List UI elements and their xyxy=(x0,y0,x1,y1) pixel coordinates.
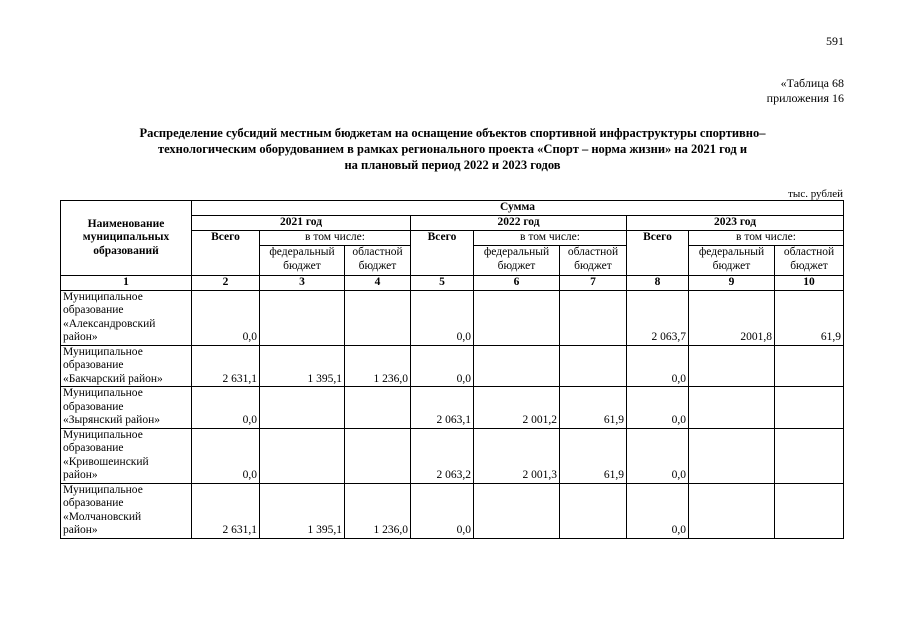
cell-2022-federal: 2 001,2 xyxy=(474,387,560,429)
table-reference-line: приложения 16 xyxy=(766,91,844,105)
header-line: Наименование xyxy=(87,217,165,230)
column-number: 4 xyxy=(345,276,411,291)
cell-2023-total: 0,0 xyxy=(627,483,689,538)
name-line: Муниципальное xyxy=(63,483,143,496)
name-line: «Александровский xyxy=(63,317,156,330)
table-row xyxy=(61,428,844,483)
year-header: 2022 год xyxy=(411,216,627,231)
column-number: 1 xyxy=(61,276,192,291)
cell-2022-regional: 61,9 xyxy=(560,428,627,483)
cell-2022-regional xyxy=(560,290,627,345)
page-number: 591 xyxy=(826,34,844,48)
name-line: Муниципальное xyxy=(63,428,143,441)
name-line: Муниципальное xyxy=(63,290,143,303)
cell-2021-federal: 1 395,1 xyxy=(260,483,345,538)
municipality-name xyxy=(61,290,192,345)
header-line: областной xyxy=(567,246,619,258)
cell-2021-federal xyxy=(260,428,345,483)
cell-2022-total: 0,0 xyxy=(411,345,474,387)
title-line: технологическим оборудованием в рамках регионального проекта «Спорт – норма жизни» на 2021 год и xyxy=(157,142,748,156)
federal-budget-header xyxy=(474,246,560,276)
name-line: образование xyxy=(63,442,124,454)
cell-2021-total: 0,0 xyxy=(192,387,260,429)
column-number: 7 xyxy=(560,276,627,291)
name-line: «Бакчарский район» xyxy=(63,372,163,385)
name-line: образование xyxy=(63,400,124,413)
name-line: Муниципальное xyxy=(63,345,143,358)
name-line: район» xyxy=(63,331,98,343)
cell-2023-regional: 61,9 xyxy=(775,290,844,345)
title-line: Распределение субсидий местным бюджетам на оснащение объектов спортивной инфраструктуры спортивно– xyxy=(139,126,766,140)
header-line: федеральный xyxy=(698,246,765,258)
cell-2023-total: 2 063,7 xyxy=(627,290,689,345)
including-header: в том числе: xyxy=(260,231,411,246)
cell-2023-regional xyxy=(775,387,844,429)
units-label: тыс. рублей xyxy=(788,188,843,200)
municipality-name xyxy=(61,428,192,483)
header-line: бюджет xyxy=(497,259,536,272)
column-number-row xyxy=(61,276,844,291)
name-column-header xyxy=(61,201,192,276)
cell-2021-federal: 1 395,1 xyxy=(260,345,345,387)
cell-2023-regional xyxy=(775,483,844,538)
cell-2023-federal xyxy=(689,345,775,387)
table-reference-line: «Таблица 68 xyxy=(780,76,844,90)
column-number: 6 xyxy=(474,276,560,291)
table-row xyxy=(61,387,844,429)
cell-2021-regional xyxy=(345,428,411,483)
total-header: Всего xyxy=(411,231,474,276)
subsidy-table xyxy=(60,200,844,539)
cell-2022-federal xyxy=(474,345,560,387)
cell-2021-total: 2 631,1 xyxy=(192,345,260,387)
cell-2021-regional xyxy=(345,387,411,429)
name-line: образование xyxy=(63,304,124,316)
header-line: федеральный xyxy=(269,246,335,258)
name-line: «Молчановский xyxy=(63,510,142,523)
regional-budget-header xyxy=(560,246,627,276)
header-line: бюджет xyxy=(790,259,828,272)
table-row xyxy=(61,345,844,387)
header-line: бюджет xyxy=(358,259,397,272)
column-number: 9 xyxy=(689,276,775,291)
regional-budget-header xyxy=(345,246,411,276)
cell-2022-regional: 61,9 xyxy=(560,387,627,429)
cell-2021-regional: 1 236,0 xyxy=(345,483,411,538)
column-number: 10 xyxy=(775,276,844,291)
cell-2022-federal: 2 001,3 xyxy=(474,428,560,483)
cell-2022-total: 0,0 xyxy=(411,483,474,538)
name-line: образование xyxy=(63,497,124,509)
cell-2021-federal xyxy=(260,387,345,429)
cell-2021-total: 0,0 xyxy=(192,290,260,345)
cell-2022-total: 2 063,2 xyxy=(411,428,474,483)
name-line: район» xyxy=(63,524,98,536)
header-row-sum xyxy=(61,201,844,216)
cell-2023-federal: 2001,8 xyxy=(689,290,775,345)
cell-2022-regional xyxy=(560,483,627,538)
cell-2023-federal xyxy=(689,428,775,483)
header-line: бюджет xyxy=(574,259,612,272)
name-line: район» xyxy=(63,469,98,481)
cell-2023-federal xyxy=(689,483,775,538)
cell-2023-regional xyxy=(775,428,844,483)
name-line: Муниципальное xyxy=(63,387,143,399)
cell-2021-federal xyxy=(260,290,345,345)
header-line: муниципальных xyxy=(82,231,170,244)
header-line: областной xyxy=(783,246,835,258)
total-header: Всего xyxy=(192,231,260,276)
total-header: Всего xyxy=(627,231,689,276)
year-header: 2023 год xyxy=(627,216,844,231)
sum-header: Сумма xyxy=(192,201,844,216)
cell-2023-total: 0,0 xyxy=(627,345,689,387)
cell-2022-federal xyxy=(474,483,560,538)
including-header: в том числе: xyxy=(474,231,627,246)
title-line: на плановый период 2022 и 2023 годов xyxy=(344,158,561,172)
cell-2021-regional xyxy=(345,290,411,345)
header-line: бюджет xyxy=(283,259,321,272)
header-line: образований xyxy=(93,244,159,257)
cell-2023-total: 0,0 xyxy=(627,428,689,483)
table-row xyxy=(61,483,844,538)
name-line: «Кривошеинский xyxy=(63,455,149,468)
municipality-name xyxy=(61,387,192,429)
federal-budget-header xyxy=(260,246,345,276)
cell-2022-federal xyxy=(474,290,560,345)
cell-2023-federal xyxy=(689,387,775,429)
regional-budget-header xyxy=(775,246,844,276)
header-line: бюджет xyxy=(712,259,751,272)
cell-2022-regional xyxy=(560,345,627,387)
name-line: образование xyxy=(63,359,124,371)
column-number: 5 xyxy=(411,276,474,291)
table-reference xyxy=(767,76,844,106)
column-number: 8 xyxy=(627,276,689,291)
cell-2021-total: 0,0 xyxy=(192,428,260,483)
cell-2021-total: 2 631,1 xyxy=(192,483,260,538)
header-line: областной xyxy=(352,246,403,258)
column-number: 2 xyxy=(192,276,260,291)
cell-2021-regional: 1 236,0 xyxy=(345,345,411,387)
cell-2022-total: 2 063,1 xyxy=(411,387,474,429)
municipality-name xyxy=(61,345,192,387)
cell-2023-regional xyxy=(775,345,844,387)
including-header: в том числе: xyxy=(689,231,844,246)
column-number: 3 xyxy=(260,276,345,291)
federal-budget-header xyxy=(689,246,775,276)
name-line: «Зырянский район» xyxy=(63,414,160,426)
year-header: 2021 год xyxy=(192,216,411,231)
cell-2022-total: 0,0 xyxy=(411,290,474,345)
cell-2023-total: 0,0 xyxy=(627,387,689,429)
municipality-name xyxy=(61,483,192,538)
header-line: федеральный xyxy=(483,246,550,258)
document-title xyxy=(60,125,845,173)
table-row xyxy=(61,290,844,345)
